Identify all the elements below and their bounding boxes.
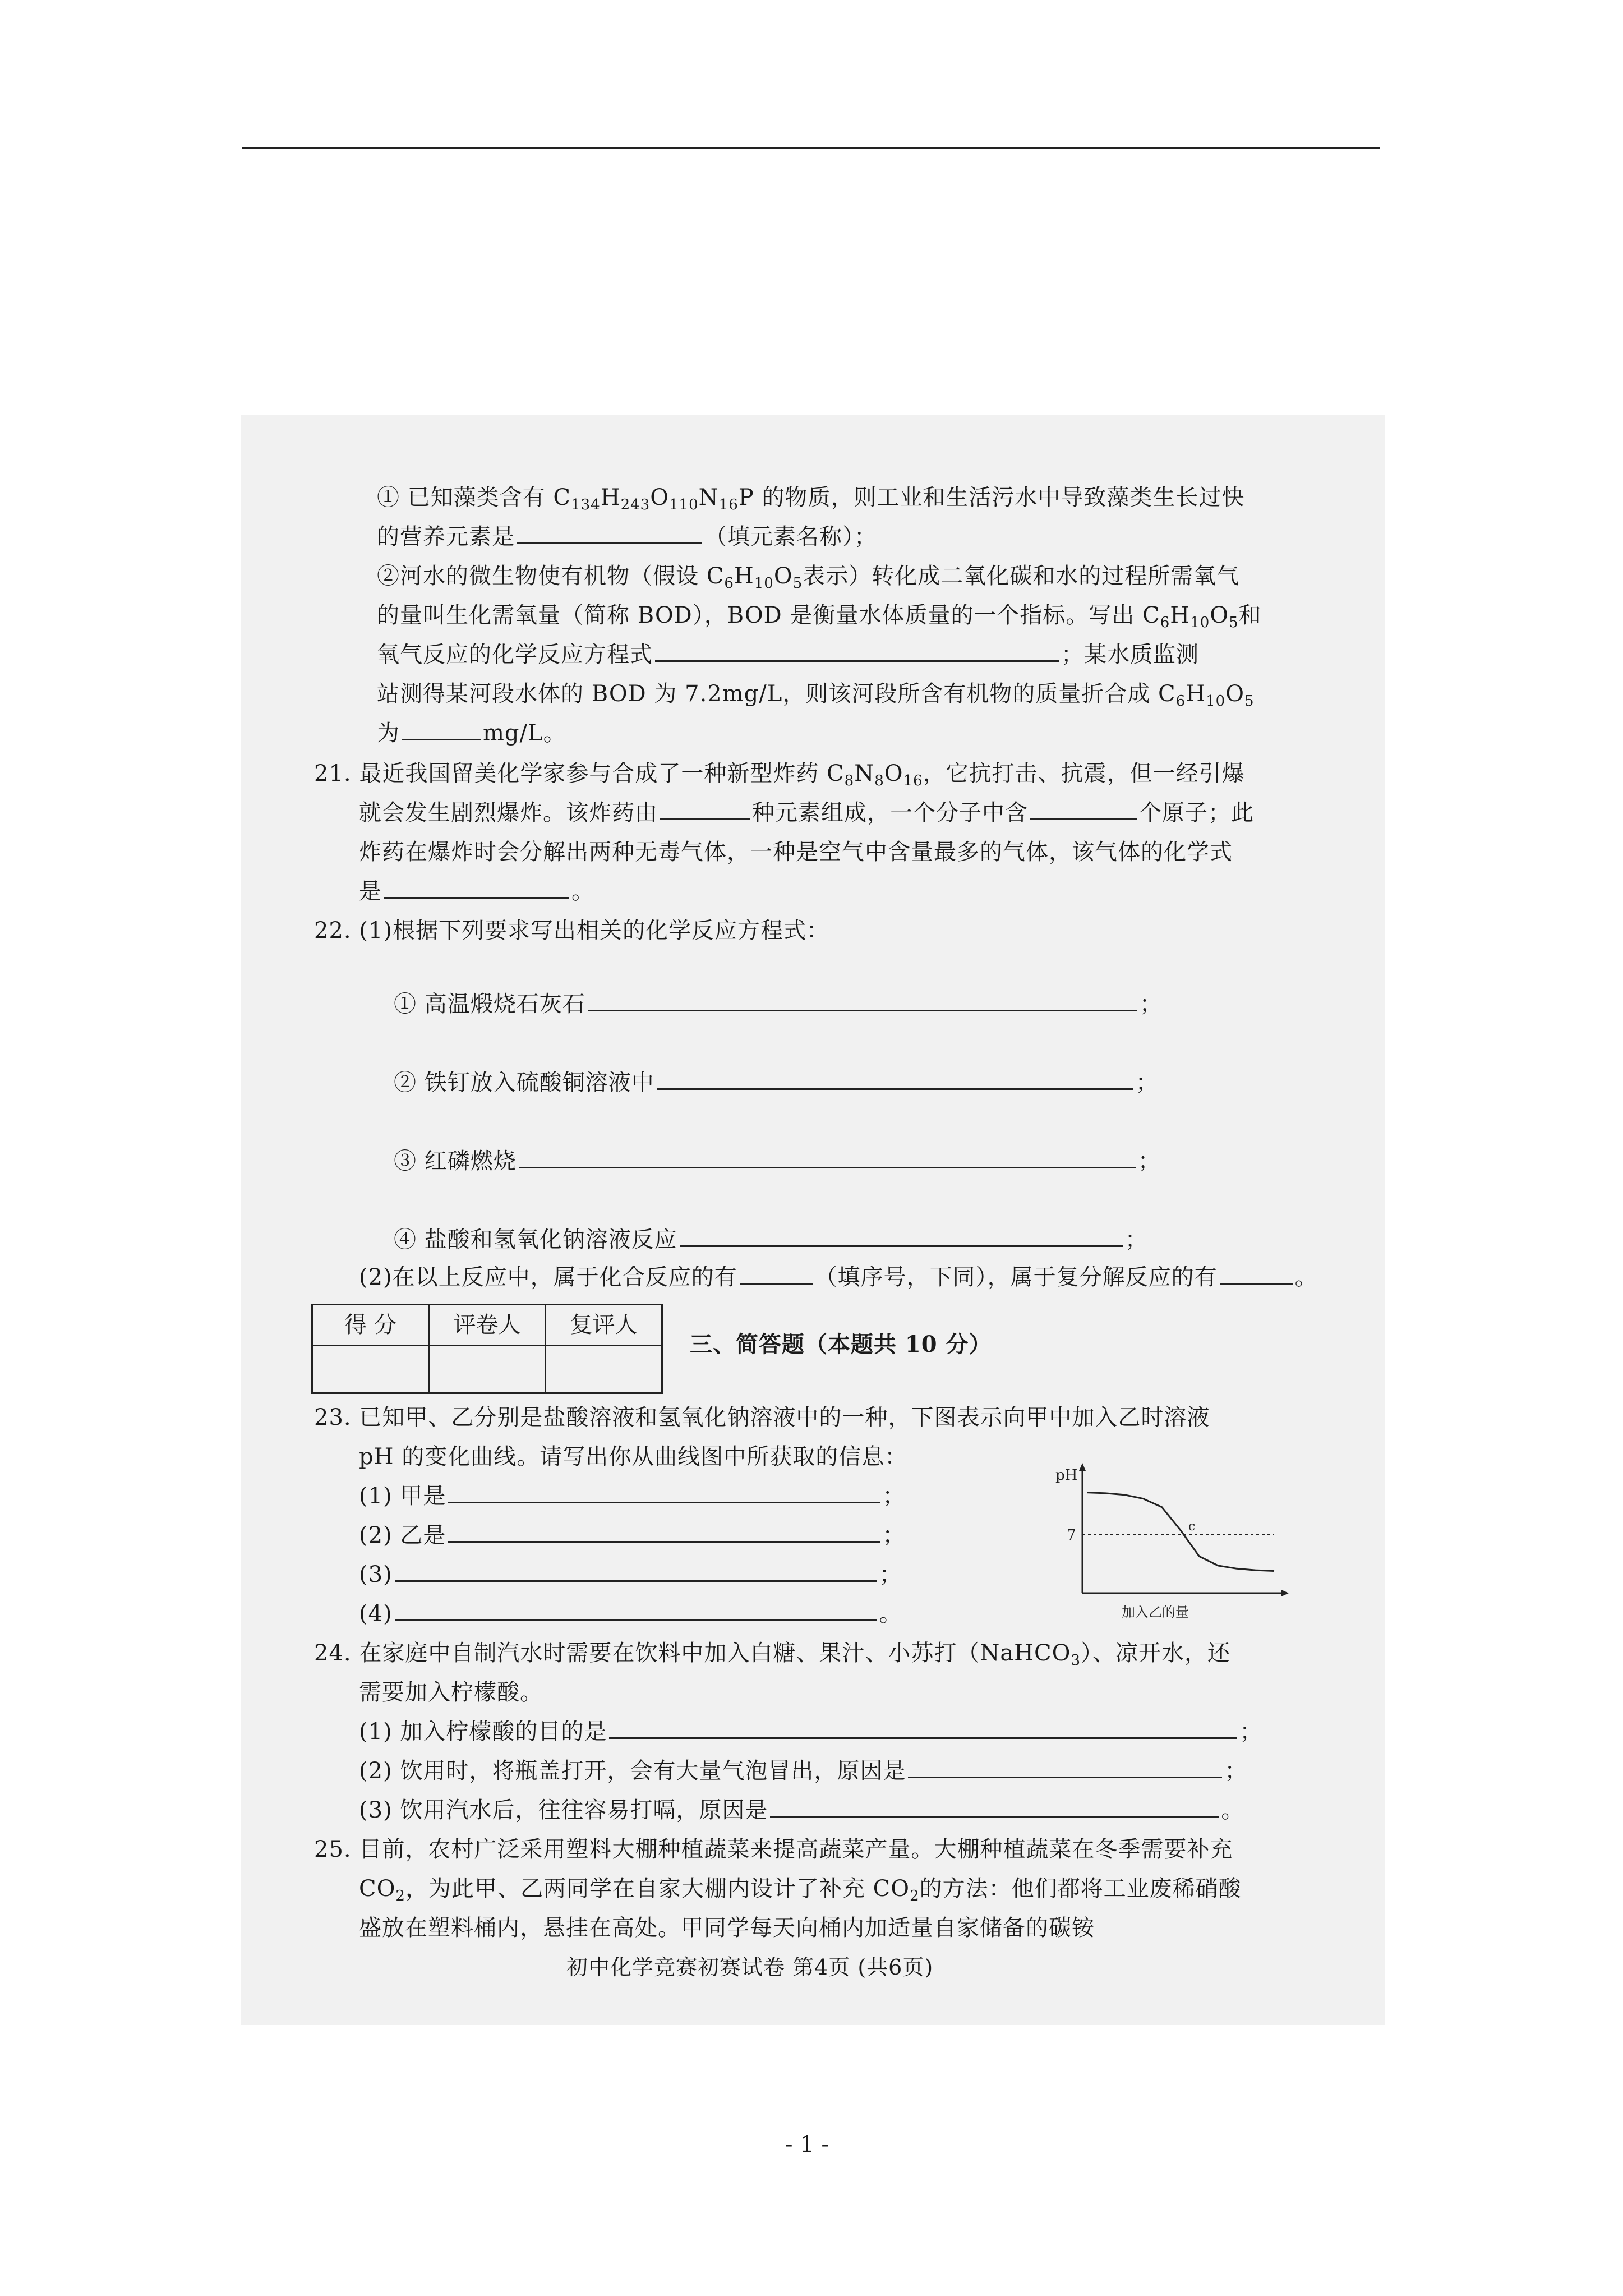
reviewer-cell[interactable] — [546, 1346, 662, 1393]
q25-line-2: $CO_2$，为此甲、乙两同学在自家大棚内设计了补充 $CO_2$的方法：他们都将工业废稀硝酸 — [359, 1876, 1242, 1904]
ph-curve-line — [1087, 1493, 1274, 1571]
q25-line-3: 盛放在塑料桶内，悬挂在高处。甲同学每天向桶内加适量自家储备的碳铵 — [359, 1915, 1095, 1941]
answer-blank[interactable] — [908, 1759, 1222, 1778]
score-cell[interactable] — [312, 1346, 429, 1393]
ph-curve-chart — [1054, 1458, 1290, 1621]
x-axis-arrow — [1281, 1590, 1289, 1596]
answer-blank[interactable] — [448, 1484, 880, 1503]
q21-line-1: 21. 最近我国留美化学家参与合成了一种新型炸药 $C_8N_8O_{16}$，它抗打击、抗震，但一经引爆 — [314, 761, 1245, 789]
answer-blank[interactable] — [770, 1798, 1219, 1818]
q25-line-1: 25. 目前，农村广泛采用塑料大棚种植蔬菜来提高蔬菜产量。大棚种植蔬菜在冬季需要补充 — [314, 1837, 1233, 1862]
q22-intro: 22. (1)根据下列要求写出相关的化学反应方程式： — [314, 918, 829, 944]
answer-blank[interactable] — [657, 1070, 1133, 1090]
answer-blank[interactable] — [655, 642, 1059, 662]
q22-part-2: (2)在以上反应中，属于化合反应的有 （填序号，下同），属于复分解反应的有 。 — [359, 1264, 1318, 1290]
y-axis-label: pH — [1055, 1467, 1078, 1484]
x-axis-label: 加入乙的量 — [1122, 1604, 1189, 1620]
q23-line-2: pH 的变化曲线。请写出你从曲线图中所获取的信息： — [359, 1444, 908, 1470]
q22-item-1: ① 高温煅烧石灰石 ； — [394, 991, 1163, 1017]
q22-item-2: ② 铁钉放入硫酸铜溶液中 ； — [394, 1070, 1159, 1096]
answer-blank[interactable] — [588, 992, 1137, 1011]
answer-blank[interactable] — [1220, 1265, 1293, 1285]
q22-item-3: ③ 红磷燃烧 ； — [394, 1148, 1161, 1174]
neutral-point-label: c — [1188, 1520, 1196, 1534]
header-rule — [242, 147, 1380, 149]
y-axis-arrow — [1079, 1463, 1086, 1471]
answer-blank[interactable] — [609, 1719, 1237, 1739]
answer-blank[interactable] — [395, 1602, 877, 1621]
q22-item-4: ④ 盐酸和氢氧化钠溶液反应 ； — [394, 1227, 1148, 1253]
answer-blank[interactable] — [517, 524, 702, 544]
q20-line-5: 氧气反应的化学反应方程式 ；某水质监测 — [377, 642, 1199, 668]
reviewer-header: 复评人 — [546, 1305, 662, 1346]
q20-line-6: 站测得某河段水体的 BOD 为 7.2mg/L，则该河段所含有机物的质量折合成 $C_6H_{10}O_5$ — [377, 681, 1255, 710]
page-number: - 1 - — [785, 2132, 829, 2157]
section-3-title: 三、简答题（本题共 10 分） — [690, 1331, 992, 1358]
answer-blank[interactable] — [660, 800, 750, 820]
q24-answer-3: (3) 饮用汽水后，往往容易打嗝，原因是 。 — [359, 1797, 1244, 1823]
grader-cell[interactable] — [429, 1346, 546, 1393]
q24-answer-2: (2) 饮用时，将瓶盖打开，会有大量气泡冒出，原因是 ； — [359, 1758, 1248, 1784]
exam-footer: 初中化学竞赛初赛试卷 第4页 (共6页) — [566, 1955, 934, 1980]
q24-line-1: 24. 在家庭中自制汽水时需要在饮料中加入白糖、果汁、小苏打（NaHCO$_3$）、凉开水，还 — [314, 1640, 1231, 1669]
answer-blank[interactable] — [680, 1227, 1123, 1247]
answer-blank[interactable] — [740, 1265, 813, 1285]
q20-line-1: ① 已知藻类含有 $C_{134}H_{243}O_{110}N_{16}P$ 的物质，则工业和生活污水中导致藻类生长过快 — [377, 485, 1245, 513]
q23-answer-1: (1) 甲是 ； — [359, 1483, 906, 1509]
answer-blank[interactable] — [395, 1562, 877, 1582]
answer-blank[interactable] — [402, 721, 481, 740]
q20-line-7: 为 mg/L。 — [377, 720, 566, 746]
q23-answer-3: (3) ； — [359, 1562, 902, 1588]
answer-blank[interactable] — [1030, 800, 1137, 820]
answer-blank[interactable] — [384, 879, 569, 899]
score-header: 得 分 — [312, 1305, 429, 1346]
answer-blank[interactable] — [448, 1523, 880, 1543]
q23-answer-4: (4) 。 — [359, 1601, 902, 1627]
q23-answer-2: (2) 乙是 ； — [359, 1522, 906, 1548]
score-table — [311, 1304, 663, 1394]
q21-line-3: 炸药在爆炸时会分解出两种无毒气体，一种是空气中含量最多的气体，该气体的化学式 — [359, 839, 1233, 865]
q23-line-1: 23. 已知甲、乙分别是盐酸溶液和氢氧化钠溶液中的一种，下图表示向甲中加入乙时溶液 — [314, 1405, 1210, 1430]
q24-answer-1: (1) 加入柠檬酸的目的是 ； — [359, 1719, 1263, 1745]
answer-blank[interactable] — [519, 1149, 1136, 1168]
q21-line-2: 就会发生剧烈爆炸。该炸药由 种元素组成，一个分子中含 个原子；此 — [359, 800, 1254, 826]
ph-7-label: 7 — [1067, 1527, 1076, 1544]
q20-line-2: 的营养元素是 （填元素名称）； — [377, 524, 877, 550]
grader-header: 评卷人 — [429, 1305, 546, 1346]
q21-line-4: 是 。 — [359, 878, 594, 904]
q20-line-4: 的量叫生化需氧量（简称 BOD），BOD 是衡量水体质量的一个指标。写出 $C_6H_{10}O_5$和 — [377, 602, 1262, 631]
q20-line-3: ②河水的微生物使有机物（假设 $C_6H_{10}O_5$表示）转化成二氧化碳和水的过程所需氧气 — [377, 563, 1240, 592]
q24-line-2: 需要加入柠檬酸。 — [359, 1680, 543, 1705]
